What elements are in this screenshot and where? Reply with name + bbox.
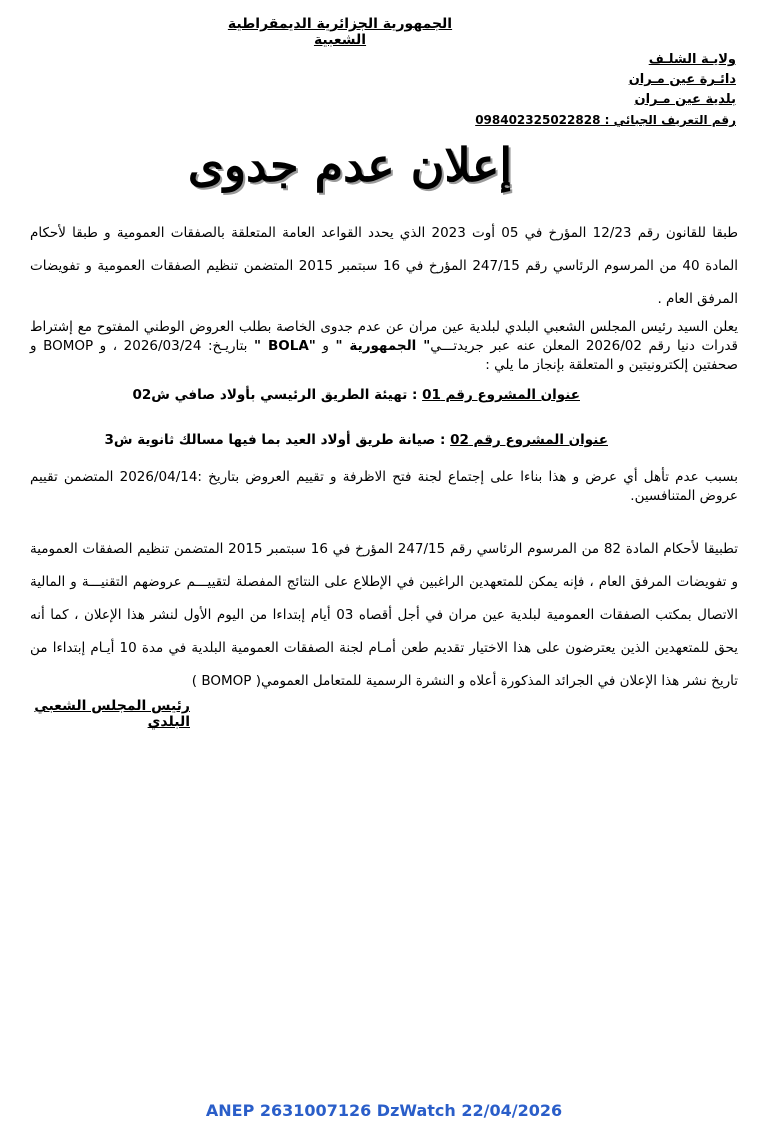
project-2-label: عنوان المشروع رقم 02 bbox=[450, 432, 608, 448]
announcement-text-start: يعلن السيد رئيس المجلس الشعبي البلدي لبلدية عين مران عن عدم جدوى الخاصة بطلب العروض الوطني المفتوح مع إشتراط قدرات دنيا رقم 2026/02 المعلن عنه عبر جريدتـــي bbox=[30, 319, 738, 354]
project-1-label: عنوان المشروع رقم 01 bbox=[422, 387, 580, 403]
signature-title: رئيس المجلس الشعبي البلدي bbox=[34, 698, 190, 730]
reason-paragraph: بسبب عدم تأهل أي عرض و هذا بناءا على إجتماع لجنة فتح الاظرفة و تقييم العروض بتاريخ :2026/04/14 المتضمن تقييم عروض المتنافسين. bbox=[30, 469, 738, 504]
tax-id: رقم التعريف الجبائي : 098402325022828 bbox=[475, 113, 736, 127]
document-title: إعلان عدم جدوى bbox=[187, 138, 513, 192]
project-1-title bbox=[132, 387, 580, 403]
conjunction: و bbox=[315, 338, 336, 354]
project-2-title bbox=[105, 432, 608, 448]
legal-basis-paragraph: طبقا للقانون رقم 12/23 المؤرخ في 05 أوت 2023 الذي يحدد القواعد العامة المتعلقة بالصفقات العمومية و طبقا لأحكام المادة 40 من المرسوم الرئاسي رقم 247/15 المؤرخ في 16 سبتمبر 2015 المتضمن تنظيم الصفقات العمومية و تفويضات المرفق العام . bbox=[30, 225, 738, 307]
project-1-text: : تهيئة الطريق الرئيسي بأولاد صافي ش02 bbox=[132, 387, 423, 403]
footer-reference: ANEP 2631007126 DzWatch 22/04/2026 bbox=[205, 1101, 563, 1120]
newspaper-name-1: " الجمهورية " bbox=[335, 338, 431, 354]
project-2-text: : صيانة طريق أولاد العيد بما فيها مسالك ثانوية ش3 bbox=[104, 432, 451, 448]
announcement-text-end: بتاريـخ: 2026/03/24 ، و BOMOP و صحفتين إلكترونيتين و المتعلقة بإنجاز ما يلي : bbox=[30, 338, 738, 373]
wilaya-label: ولايـة الشلـف bbox=[648, 52, 736, 67]
newspaper-name-2: "BOLA " bbox=[253, 338, 316, 354]
daira-label: دائـرة عين مـران bbox=[628, 72, 736, 87]
announcement-paragraph bbox=[30, 318, 738, 375]
commune-label: بلدية عين مـران bbox=[634, 92, 736, 107]
republic-header: الجمهورية الجزائرية الديمقراطية الشعبية bbox=[227, 16, 453, 48]
appeal-paragraph: تطبيقا لأحكام المادة 82 من المرسوم الرئاسي رقم 247/15 المؤرخ في 16 سبتمبر 2015 المتضمن تنظيم الصفقات العمومية و تفويضات المرفق العام ، فإنه يمكن للمتعهدين الراغبين في الإطلاع على النتائج المفصلة لتقييـــم عروضهم التقنيـــة و المالية الاتصال بمكتب الصفقات العمومية لبلدية عين مران في أجل أقصاه 03 أيام إبتداءا من اليوم الأول لنشر هذا الإعلان ، كما أنه يحق للمتعهدين الذين يعترضون على هذا الاختيار تقديم طعن أمـام لجنة الصفقات العمومية البلدية في مدة 10 أيـام إبتداءا من تاريخ نشر هذا الإعلان في الجرائد المذكورة أعلاه و النشرة الرسمية للمتعامل العمومي( BOMOP ) bbox=[30, 541, 738, 689]
